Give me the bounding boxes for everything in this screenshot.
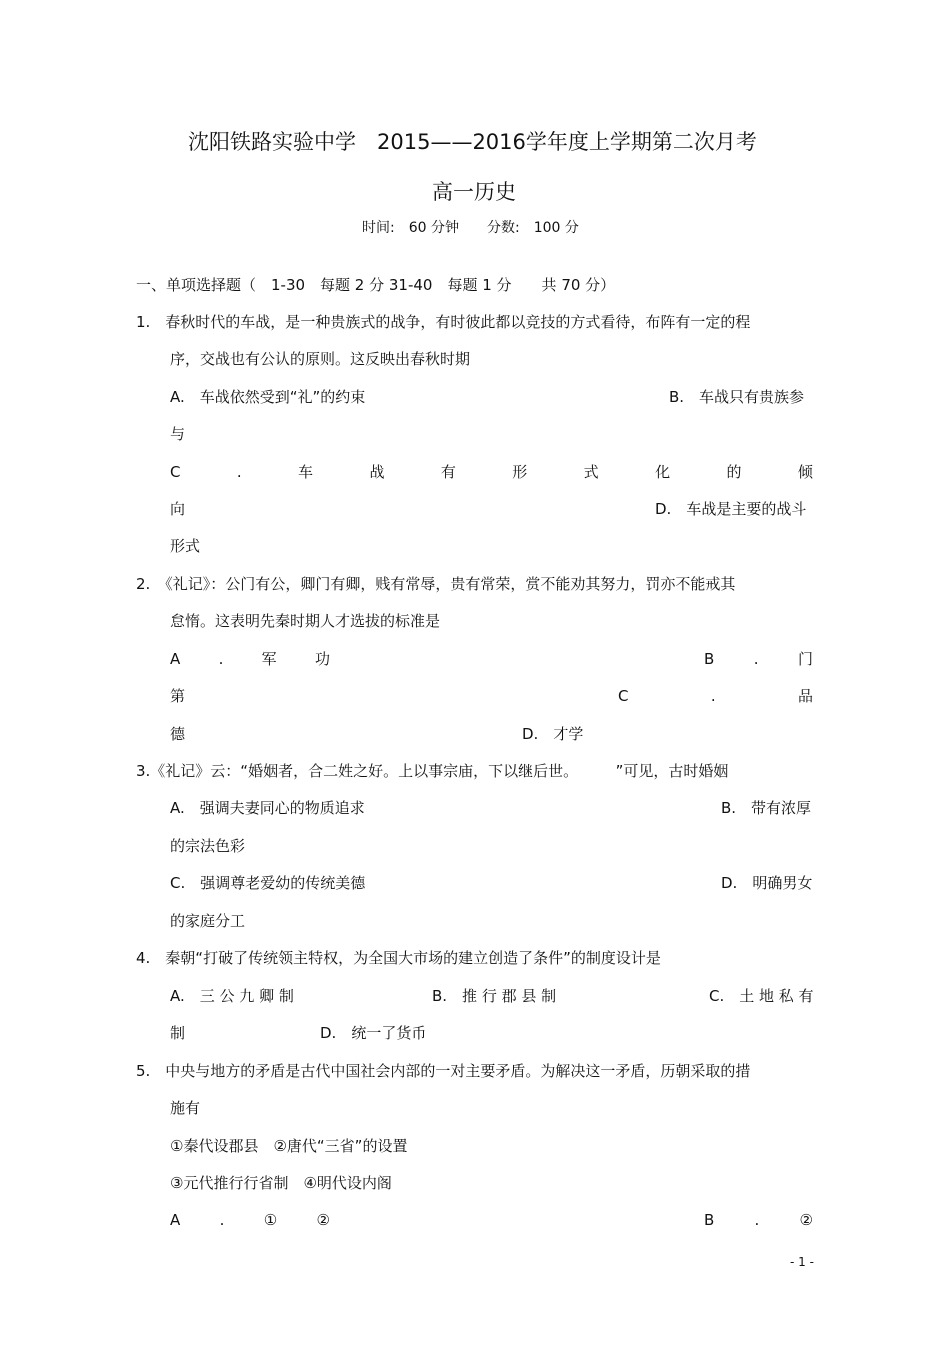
q1-option-c-char: 式 [583,463,599,481]
q1-option-c-char: 有 [440,463,456,481]
q2-option-b-char: . [753,650,759,668]
q1-option-c [170,463,813,481]
q1-option-c-char: C [170,463,181,481]
q4-option-c-cont: 制 [170,1024,186,1042]
q2-option-c-cont: 德 [170,725,186,743]
q3-option-b: B. 带有浓厚 [721,799,812,817]
q5-option-b [704,1211,813,1229]
q2-option-b-char: 门 [797,650,813,668]
exam-title: 沈阳铁路实验中学 2015——2016学年度上学期第二次月考 [188,130,757,154]
q1-option-c-char: 车 [298,463,314,481]
q4-option-d: D. 统一了货币 [320,1024,427,1042]
q2-option-b-char: B [704,650,715,668]
subject-title: 高一历史 [432,180,516,204]
q2-option-a-char: 军 [261,650,277,668]
q1-option-c-char: 化 [655,463,671,481]
q2-stem-line1: 2. 《礼记》：公门有公，卿门有卿，贱有常辱，贵有常荣，赏不能劝其努力，罚亦不能戒其 [136,575,736,593]
q2-option-a [170,650,330,668]
q5-option-a-char: ① [263,1211,278,1229]
q3-option-d: D. 明确男女 [721,874,813,892]
q4-option-c: C. 土 地 私 有 [709,987,814,1005]
q5-option-a-char: A [170,1211,181,1229]
q1-option-c-char: 形 [512,463,528,481]
q3-option-c: C. 强调尊老爱幼的传统美德 [170,874,366,892]
q5-option-a [170,1211,330,1229]
q2-option-a-char: 功 [314,650,330,668]
q1-option-d: D. 车战是主要的战斗 [655,500,807,518]
q5-stem-line2: 施有 [170,1099,201,1117]
q3-stem: 3.《礼记》云：“婚姻者，合二姓之好。上以事宗庙，下以继后世。 ”可见，古时婚姻 [136,762,729,780]
section-heading: 一、单项选择题（ 1-30 每题 2 分 31-40 每题 1 分 共 70 分） [136,276,616,294]
q5-option-a-char: . [219,1211,225,1229]
q1-option-c-char: 倾 [797,463,813,481]
q4-option-a: A. 三 公 九 卿 制 [170,987,294,1005]
q1-option-b: B. 车战只有贵族参 [669,388,805,406]
exam-meta: 时间: 60 分钟 分数: 100 分 [362,220,579,236]
q3-option-b-cont: 的宗法色彩 [170,837,246,855]
q1-option-b-cont: 与 [170,425,186,443]
q2-option-a-char: . [218,650,224,668]
q2-option-c-char: 品 [797,687,813,705]
q1-option-c-char: 的 [726,463,742,481]
q1-option-c-cont: 向 [170,500,186,518]
q3-option-a: A. 强调夫妻同心的物质追求 [170,799,365,817]
q2-option-b [704,650,813,668]
q2-option-b-cont: 第 [170,687,186,705]
q1-option-d-cont: 形式 [170,537,201,555]
q2-stem-line2: 怠惰。这表明先秦时期人才选拔的标准是 [170,612,441,630]
q4-option-b: B. 推 行 郡 县 制 [432,987,557,1005]
q4-stem: 4. 秦朝“打破了传统领主特权，为全国大市场的建立创造了条件”的制度设计是 [136,949,661,967]
q1-stem-line2: 序，交战也有公认的原则。这反映出春秋时期 [170,350,471,368]
q1-option-c-char: 战 [369,463,385,481]
page-number: - 1 - [790,1255,814,1269]
q1-stem-line1: 1. 春秋时代的车战，是一种贵族式的战争，有时彼此都以竞技的方式看待，布阵有一定的程 [136,313,751,331]
q1-option-c-char: . [236,463,242,481]
q2-option-c-char: C [618,687,629,705]
q5-option-b-char: B [704,1211,715,1229]
q1-option-a: A. 车战依然受到“礼”的约束 [170,388,366,406]
q5-stem-line1: 5. 中央与地方的矛盾是古代中国社会内部的一对主要矛盾。为解决这一矛盾，历朝采取的措 [136,1062,751,1080]
q5-items-1-2: ①秦代设郡县 ②唐代“三省”的设置 [170,1137,408,1155]
q2-option-c [618,687,813,705]
q2-option-d: D. 才学 [522,725,584,743]
q5-items-3-4: ③元代推行行省制 ④明代设内阁 [170,1174,392,1192]
q2-option-a-char: A [170,650,181,668]
q5-option-a-char: ② [316,1211,330,1229]
q3-option-d-cont: 的家庭分工 [170,912,246,930]
q2-option-c-char: . [710,687,716,705]
q5-option-b-char: ② [799,1211,813,1229]
q5-option-b-char: . [754,1211,760,1229]
